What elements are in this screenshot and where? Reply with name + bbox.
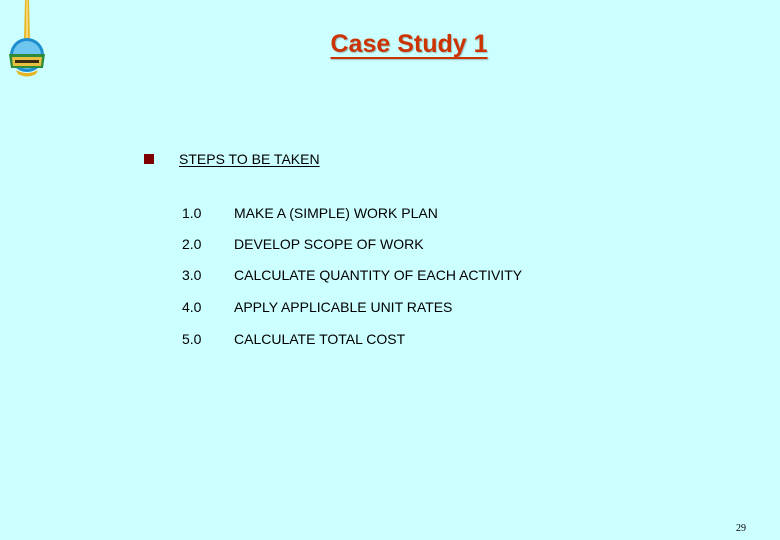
step-text: DEVELOP SCOPE OF WORK (234, 236, 424, 252)
step-text: CALCULATE TOTAL COST (234, 331, 406, 347)
page-number: 29 (736, 523, 746, 534)
bullet-heading: STEPS TO BE TAKEN (179, 151, 320, 167)
slide-title: Case Study 1 (330, 30, 488, 58)
square-bullet-icon (144, 154, 154, 164)
step-text: APPLY APPLICABLE UNIT RATES (234, 299, 453, 315)
step-number: 3.0 (182, 267, 202, 283)
step-number: 4.0 (182, 299, 202, 315)
step-number: 1.0 (182, 205, 202, 221)
step-number: 2.0 (182, 236, 202, 252)
step-text: CALCULATE QUANTITY OF EACH ACTIVITY (234, 267, 523, 283)
step-number: 5.0 (182, 331, 202, 347)
step-text: MAKE A (SIMPLE) WORK PLAN (234, 205, 438, 221)
